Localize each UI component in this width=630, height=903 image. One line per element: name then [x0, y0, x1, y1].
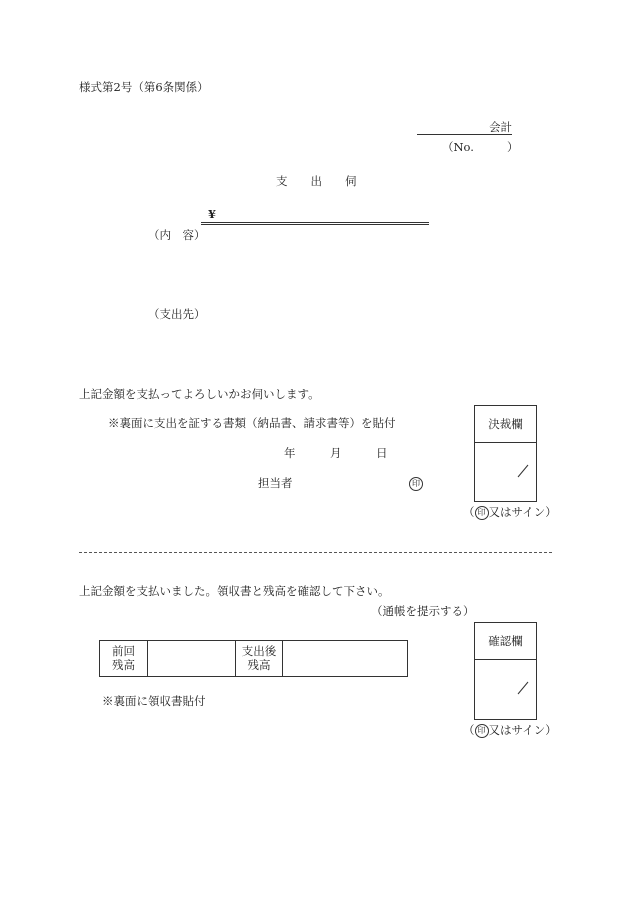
amount-line-top — [201, 222, 429, 223]
number-label: （No. — [442, 140, 474, 154]
person-label: 担当者 — [258, 476, 293, 490]
confirm-title: 確認欄 — [488, 634, 523, 648]
seal-icon: 印 — [475, 506, 489, 520]
balance-table — [99, 640, 408, 677]
content-label: （内 容） — [148, 228, 206, 242]
receipt-note: ※裏面に領収書貼付 — [102, 694, 206, 708]
approval-title: 決裁欄 — [488, 417, 523, 431]
confirm-box — [474, 622, 537, 720]
attach-note: ※裏面に支出を証する書類（納品書、請求書等）を貼付 — [108, 416, 396, 430]
account-underline — [417, 134, 512, 135]
slash-icon — [517, 681, 529, 695]
prev-balance-value[interactable] — [148, 641, 235, 676]
approval-box — [474, 405, 537, 502]
payee-label: （支出先） — [148, 307, 206, 321]
page-title: 支 出 伺 — [276, 174, 357, 188]
form-label: 様式第2号（第6条関係） — [79, 80, 209, 94]
approval-sign-note: （ 印 又はサイン） — [463, 505, 557, 519]
amount-line-bottom — [201, 224, 429, 225]
date-text: 年 月 日 — [284, 446, 388, 460]
passbook-note: （通帳を提示する） — [371, 604, 475, 618]
approval-divider — [475, 442, 536, 443]
confirm-sign-note: （ 印 又はサイン） — [463, 723, 557, 737]
slash-icon — [517, 464, 529, 478]
prev-balance-label: 前回 残高 — [112, 644, 135, 672]
person-seal-icon — [409, 477, 423, 491]
seal-icon: 印 — [475, 724, 489, 738]
after-balance-label: 支出後 残高 — [241, 644, 277, 672]
confirm-divider — [475, 659, 536, 660]
number-close: ） — [507, 140, 519, 154]
request-text: 上記金額を支払ってよろしいかお伺いします。 — [79, 387, 320, 401]
seal-char: 印 — [409, 477, 423, 491]
account-suffix: 会計 — [489, 120, 512, 134]
yen-mark: ¥ — [208, 207, 217, 221]
after-balance-value[interactable] — [283, 641, 407, 676]
paid-text: 上記金額を支払いました。領収書と残高を確認して下さい。 — [79, 584, 390, 598]
cut-line — [79, 552, 552, 553]
